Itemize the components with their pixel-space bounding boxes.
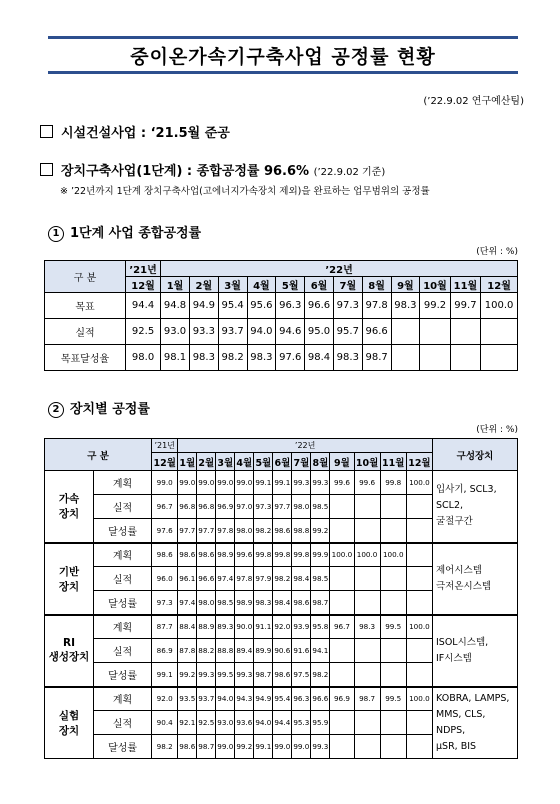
value-cell: 100.0 xyxy=(330,543,354,567)
value-cell: 97.4 xyxy=(178,591,197,615)
value-cell: 99.0 xyxy=(292,735,311,759)
month-header: 12월 xyxy=(406,453,432,471)
value-cell: 96.7 xyxy=(330,615,354,639)
value-cell xyxy=(406,591,432,615)
value-cell xyxy=(380,663,406,687)
value-cell: 99.2 xyxy=(178,663,197,687)
value-cell xyxy=(354,639,380,663)
value-cell: 98.3 xyxy=(254,591,273,615)
value-cell: 98.0 xyxy=(197,591,216,615)
value-cell: 89.9 xyxy=(254,639,273,663)
value-cell xyxy=(380,591,406,615)
value-cell: 96.6 xyxy=(305,293,334,319)
table-row xyxy=(45,293,518,319)
value-cell: 94.4 xyxy=(126,293,161,319)
components-header: 구성장치 xyxy=(433,439,518,471)
row-label: 실적 xyxy=(94,711,152,735)
year21-header: ’21년 xyxy=(152,439,178,453)
value-cell: 92.5 xyxy=(197,711,216,735)
device-progress-table xyxy=(44,438,518,759)
value-cell: 98.4 xyxy=(305,345,334,371)
month-header: 4월 xyxy=(247,277,276,293)
section2-title xyxy=(48,398,150,418)
value-cell: 99.8 xyxy=(292,543,311,567)
value-cell: 99.5 xyxy=(380,615,406,639)
value-cell: 98.6 xyxy=(178,735,197,759)
month-header: 1월 xyxy=(161,277,190,293)
value-cell: 87.8 xyxy=(178,639,197,663)
value-cell: 97.7 xyxy=(273,495,292,519)
month-header: 9월 xyxy=(391,277,420,293)
value-cell: 99.8 xyxy=(380,471,406,495)
month-header: 12월 xyxy=(152,453,178,471)
value-cell xyxy=(481,345,518,371)
month-header: 3월 xyxy=(216,453,235,471)
year21-header: ’21년 xyxy=(126,261,161,277)
checkbox-square-icon xyxy=(40,163,53,176)
title-box xyxy=(48,36,518,74)
month-header: 10월 xyxy=(420,277,450,293)
value-cell: 94.0 xyxy=(216,687,235,711)
value-cell: 94.9 xyxy=(189,293,218,319)
value-cell: 97.0 xyxy=(235,495,254,519)
month-header: 10월 xyxy=(354,453,380,471)
value-cell: 89.3 xyxy=(216,615,235,639)
value-cell: 98.9 xyxy=(235,591,254,615)
month-header: 7월 xyxy=(333,277,362,293)
value-cell: 97.7 xyxy=(197,519,216,543)
month-header: 8월 xyxy=(311,453,330,471)
value-cell: 96.1 xyxy=(178,567,197,591)
value-cell: 93.0 xyxy=(161,319,190,345)
value-cell xyxy=(354,711,380,735)
value-cell: 100.0 xyxy=(354,543,380,567)
value-cell: 98.6 xyxy=(197,543,216,567)
row-label: 계획 xyxy=(94,687,152,711)
value-cell: 96.3 xyxy=(276,293,305,319)
value-cell xyxy=(380,711,406,735)
value-cell: 94.0 xyxy=(247,319,276,345)
value-cell: 90.6 xyxy=(273,639,292,663)
value-cell: 99.3 xyxy=(292,471,311,495)
value-cell: 96.9 xyxy=(216,495,235,519)
value-cell xyxy=(406,567,432,591)
value-cell: 93.9 xyxy=(292,615,311,639)
month-header: 5월 xyxy=(254,453,273,471)
value-cell: 94.4 xyxy=(273,711,292,735)
value-cell: 96.0 xyxy=(152,567,178,591)
value-cell: 99.1 xyxy=(254,735,273,759)
value-cell xyxy=(330,519,354,543)
checkbox-square-icon xyxy=(40,125,53,138)
row-label: 달성률 xyxy=(94,663,152,687)
value-cell: 96.3 xyxy=(292,687,311,711)
value-cell: 99.0 xyxy=(273,735,292,759)
value-cell: 100.0 xyxy=(406,687,432,711)
note-text: ※ ’22년까지 1단계 장치구축사업(고에너지가속장치 제외)을 완료하는 업무범위의 공정률 xyxy=(60,186,430,197)
value-cell: 99.3 xyxy=(311,471,330,495)
value-cell: 99.2 xyxy=(311,519,330,543)
value-cell: 99.0 xyxy=(152,471,178,495)
value-cell: 99.1 xyxy=(273,471,292,495)
value-cell: 97.8 xyxy=(216,519,235,543)
components-cell: 제어시스템 극저온시스템 xyxy=(433,543,518,615)
section1-unit: (단위 : %) xyxy=(476,247,518,257)
value-cell xyxy=(380,639,406,663)
month-header: 1월 xyxy=(178,453,197,471)
value-cell: 89.4 xyxy=(235,639,254,663)
value-cell: 88.9 xyxy=(197,615,216,639)
value-cell: 99.3 xyxy=(197,663,216,687)
value-cell xyxy=(330,639,354,663)
value-cell: 98.4 xyxy=(292,567,311,591)
value-cell: 98.3 xyxy=(391,293,420,319)
item-facility xyxy=(40,122,230,141)
table-row xyxy=(45,471,518,495)
value-cell: 94.9 xyxy=(254,687,273,711)
value-cell: 95.9 xyxy=(311,711,330,735)
value-cell: 99.0 xyxy=(178,471,197,495)
row-label: 실적 xyxy=(94,567,152,591)
value-cell: 99.0 xyxy=(216,471,235,495)
value-cell: 99.6 xyxy=(330,471,354,495)
circled-number-icon: 2 xyxy=(48,402,64,418)
value-cell xyxy=(330,735,354,759)
row-label: 목표달성율 xyxy=(45,345,126,371)
value-cell: 100.0 xyxy=(406,615,432,639)
value-cell: 98.5 xyxy=(311,495,330,519)
section1-title xyxy=(48,222,201,242)
item-text: 시설건설사업 : ‘21.5월 준공 xyxy=(61,126,230,141)
value-cell: 95.6 xyxy=(247,293,276,319)
value-cell: 97.5 xyxy=(292,663,311,687)
value-cell: 98.2 xyxy=(218,345,247,371)
value-cell: 98.1 xyxy=(161,345,190,371)
value-cell: 98.5 xyxy=(311,567,330,591)
value-cell: 97.8 xyxy=(362,293,391,319)
value-cell xyxy=(406,543,432,567)
value-cell xyxy=(391,345,420,371)
value-cell: 97.3 xyxy=(333,293,362,319)
value-cell: 100.0 xyxy=(481,293,518,319)
value-cell xyxy=(406,495,432,519)
value-cell: 100.0 xyxy=(406,471,432,495)
value-cell: 98.6 xyxy=(273,663,292,687)
value-cell: 95.3 xyxy=(292,711,311,735)
value-cell xyxy=(420,345,450,371)
value-cell: 96.8 xyxy=(197,495,216,519)
value-cell: 95.4 xyxy=(273,687,292,711)
value-cell: 99.6 xyxy=(354,471,380,495)
section1-title-text: 1단계 사업 종합공정률 xyxy=(70,226,202,241)
value-cell: 90.4 xyxy=(152,711,178,735)
value-cell: 96.9 xyxy=(330,687,354,711)
value-cell: 95.0 xyxy=(305,319,334,345)
value-cell xyxy=(354,567,380,591)
value-cell: 96.8 xyxy=(178,495,197,519)
value-cell xyxy=(330,711,354,735)
value-cell: 99.0 xyxy=(235,471,254,495)
value-cell: 92.5 xyxy=(126,319,161,345)
value-cell: 98.9 xyxy=(216,543,235,567)
row-label: 실적 xyxy=(45,319,126,345)
value-cell: 94.1 xyxy=(311,639,330,663)
value-cell: 94.8 xyxy=(161,293,190,319)
value-cell: 98.8 xyxy=(292,519,311,543)
components-cell: KOBRA, LAMPS, MMS, CLS, NDPS, μSR, BIS xyxy=(433,687,518,759)
section2-title-text: 장치별 공정률 xyxy=(70,402,150,417)
month-header: 11월 xyxy=(380,453,406,471)
month-header: 8월 xyxy=(362,277,391,293)
row-label: 달성률 xyxy=(94,735,152,759)
month-header: 5월 xyxy=(276,277,305,293)
year22-header: ’22년 xyxy=(178,439,433,453)
value-cell xyxy=(354,591,380,615)
month-header: 9월 xyxy=(330,453,354,471)
value-cell: 98.6 xyxy=(292,591,311,615)
value-cell: 98.5 xyxy=(216,591,235,615)
value-cell: 97.6 xyxy=(152,519,178,543)
page-title: 중이온가속기구축사업 공정률 현황 xyxy=(130,45,436,68)
value-cell xyxy=(380,495,406,519)
value-cell: 99.1 xyxy=(152,663,178,687)
value-cell: 93.7 xyxy=(197,687,216,711)
row-label: 실적 xyxy=(94,639,152,663)
value-cell xyxy=(391,319,420,345)
value-cell: 100.0 xyxy=(380,543,406,567)
value-cell: 98.7 xyxy=(311,591,330,615)
value-cell: 98.3 xyxy=(354,615,380,639)
value-cell: 96.6 xyxy=(362,319,391,345)
table-header-label: 구 분 xyxy=(45,261,126,293)
value-cell: 99.3 xyxy=(235,663,254,687)
value-cell: 97.8 xyxy=(235,567,254,591)
value-cell: 98.6 xyxy=(178,543,197,567)
value-cell: 93.7 xyxy=(218,319,247,345)
value-cell: 92.0 xyxy=(152,687,178,711)
value-cell: 88.4 xyxy=(178,615,197,639)
value-cell xyxy=(354,735,380,759)
row-label: 목표 xyxy=(45,293,126,319)
row-label: 달성률 xyxy=(94,519,152,543)
value-cell: 97.6 xyxy=(276,345,305,371)
table-row xyxy=(45,687,518,711)
value-cell: 93.6 xyxy=(235,711,254,735)
value-cell: 95.7 xyxy=(333,319,362,345)
value-cell: 86.9 xyxy=(152,639,178,663)
item-text: 장치구축사업(1단계) : 종합공정률 96.6% xyxy=(61,164,310,179)
value-cell: 88.8 xyxy=(216,639,235,663)
month-header: 2월 xyxy=(189,277,218,293)
value-cell xyxy=(354,519,380,543)
value-cell: 98.6 xyxy=(152,543,178,567)
value-cell xyxy=(380,567,406,591)
row-label: 계획 xyxy=(94,471,152,495)
value-cell: 99.2 xyxy=(235,735,254,759)
value-cell: 87.7 xyxy=(152,615,178,639)
month-header: 6월 xyxy=(305,277,334,293)
value-cell: 93.0 xyxy=(216,711,235,735)
value-cell: 98.6 xyxy=(273,519,292,543)
value-cell xyxy=(354,495,380,519)
value-cell: 94.6 xyxy=(276,319,305,345)
value-cell: 98.3 xyxy=(189,345,218,371)
value-cell: 90.0 xyxy=(235,615,254,639)
value-cell: 96.6 xyxy=(311,687,330,711)
section2-unit: (단위 : %) xyxy=(476,425,518,435)
month-header: 12월 xyxy=(126,277,161,293)
value-cell: 91.6 xyxy=(292,639,311,663)
value-cell: 97.4 xyxy=(216,567,235,591)
value-cell xyxy=(330,591,354,615)
value-cell: 93.5 xyxy=(178,687,197,711)
value-cell xyxy=(380,519,406,543)
source-label: (’22.9.02 연구예산팀) xyxy=(423,96,524,107)
year22-header: ’22년 xyxy=(161,261,518,277)
group-label: 실험 장치 xyxy=(45,687,94,759)
value-cell: 98.7 xyxy=(254,663,273,687)
components-cell: ISOL시스템, IF시스템 xyxy=(433,615,518,687)
value-cell: 98.2 xyxy=(152,735,178,759)
value-cell: 98.2 xyxy=(254,519,273,543)
row-label: 계획 xyxy=(94,615,152,639)
month-header: 7월 xyxy=(292,453,311,471)
value-cell: 98.0 xyxy=(235,519,254,543)
value-cell: 99.9 xyxy=(311,543,330,567)
group-label: RI 생성장치 xyxy=(45,615,94,687)
value-cell: 99.2 xyxy=(420,293,450,319)
row-label: 달성률 xyxy=(94,591,152,615)
value-cell: 99.6 xyxy=(235,543,254,567)
month-header: 11월 xyxy=(450,277,480,293)
value-cell: 98.7 xyxy=(362,345,391,371)
value-cell: 91.1 xyxy=(254,615,273,639)
value-cell xyxy=(406,519,432,543)
value-cell xyxy=(450,345,480,371)
components-cell: 입사기, SCL3, SCL2, 굴절구간 xyxy=(433,471,518,543)
group-label: 가속 장치 xyxy=(45,471,94,543)
value-cell: 99.0 xyxy=(197,471,216,495)
value-cell: 88.2 xyxy=(197,639,216,663)
group-label: 기반 장치 xyxy=(45,543,94,615)
value-cell: 98.2 xyxy=(311,663,330,687)
item-small: (’22.9.02 기준) xyxy=(313,167,386,178)
value-cell xyxy=(450,319,480,345)
row-label: 계획 xyxy=(94,543,152,567)
value-cell xyxy=(406,711,432,735)
value-cell: 97.3 xyxy=(254,495,273,519)
value-cell: 99.3 xyxy=(311,735,330,759)
value-cell: 98.4 xyxy=(273,591,292,615)
value-cell xyxy=(481,319,518,345)
value-cell: 96.6 xyxy=(197,567,216,591)
table-row xyxy=(45,345,518,371)
value-cell: 98.3 xyxy=(333,345,362,371)
table-row xyxy=(45,543,518,567)
value-cell: 99.8 xyxy=(254,543,273,567)
value-cell: 97.9 xyxy=(254,567,273,591)
month-header: 12월 xyxy=(481,277,518,293)
item-device xyxy=(40,160,385,179)
value-cell: 98.0 xyxy=(292,495,311,519)
value-cell: 96.7 xyxy=(152,495,178,519)
value-cell xyxy=(406,663,432,687)
value-cell: 99.8 xyxy=(273,543,292,567)
row-label: 실적 xyxy=(94,495,152,519)
month-header: 3월 xyxy=(218,277,247,293)
value-cell: 98.2 xyxy=(273,567,292,591)
month-header: 2월 xyxy=(197,453,216,471)
value-cell: 99.1 xyxy=(254,471,273,495)
value-cell: 98.3 xyxy=(247,345,276,371)
value-cell xyxy=(330,663,354,687)
value-cell xyxy=(406,735,432,759)
value-cell: 98.7 xyxy=(197,735,216,759)
value-cell xyxy=(380,735,406,759)
value-cell: 95.4 xyxy=(218,293,247,319)
value-cell xyxy=(406,639,432,663)
value-cell: 99.7 xyxy=(450,293,480,319)
value-cell: 94.3 xyxy=(235,687,254,711)
value-cell xyxy=(330,495,354,519)
table-row xyxy=(45,615,518,639)
value-cell: 94.0 xyxy=(254,711,273,735)
value-cell: 98.7 xyxy=(354,687,380,711)
month-header: 4월 xyxy=(235,453,254,471)
overall-progress-table xyxy=(44,260,518,371)
table-header-label: 구 분 xyxy=(45,439,152,471)
value-cell: 92.1 xyxy=(178,711,197,735)
value-cell: 98.0 xyxy=(126,345,161,371)
value-cell: 99.0 xyxy=(216,735,235,759)
month-header: 6월 xyxy=(273,453,292,471)
value-cell xyxy=(420,319,450,345)
value-cell: 92.0 xyxy=(273,615,292,639)
value-cell: 97.7 xyxy=(178,519,197,543)
value-cell: 99.5 xyxy=(380,687,406,711)
circled-number-icon: 1 xyxy=(48,226,64,242)
value-cell: 95.8 xyxy=(311,615,330,639)
value-cell xyxy=(354,663,380,687)
value-cell: 93.3 xyxy=(189,319,218,345)
value-cell: 97.3 xyxy=(152,591,178,615)
value-cell: 99.5 xyxy=(216,663,235,687)
table-row xyxy=(45,319,518,345)
value-cell xyxy=(330,567,354,591)
